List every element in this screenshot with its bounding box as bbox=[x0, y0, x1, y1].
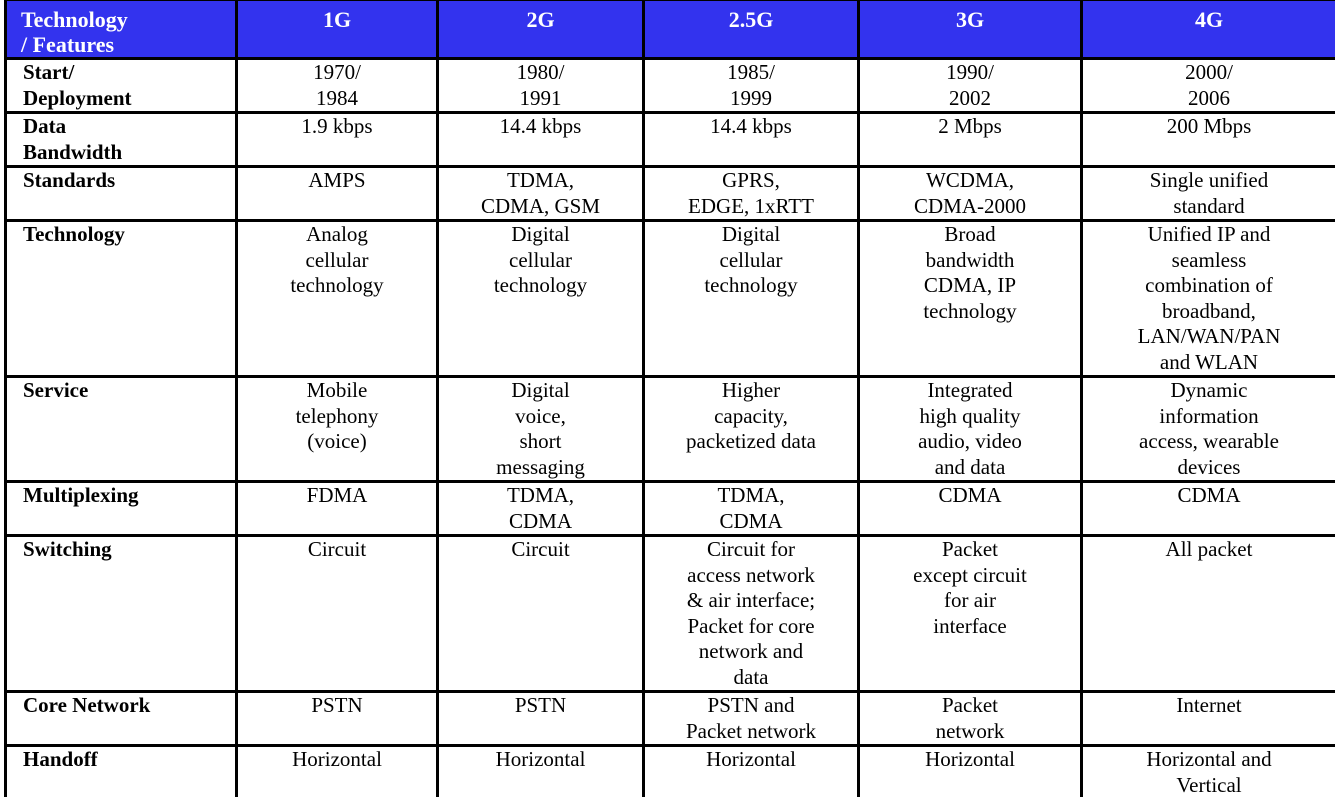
feature-label: Multiplexing bbox=[7, 483, 235, 534]
cell-4g: Unified IP and seamless combination of broadband, LAN/WAN/PAN and WLAN bbox=[1083, 222, 1335, 375]
header-2-5g: 2.5G bbox=[645, 1, 857, 57]
header-technology-features: Technology / Features bbox=[7, 1, 235, 57]
cell-4g: 2000/ 2006 bbox=[1083, 60, 1335, 111]
cell-2-5g: 14.4 kbps bbox=[645, 114, 857, 165]
cell-2g: TDMA, CDMA bbox=[439, 483, 642, 534]
cell-3g: Packet except circuit for air interface bbox=[860, 537, 1080, 690]
cell-2g: 1980/ 1991 bbox=[439, 60, 642, 111]
cell-2-5g: Higher capacity, packetized data bbox=[645, 378, 857, 480]
row-standards bbox=[7, 168, 1335, 219]
cell-4g: Horizontal and Vertical bbox=[1083, 747, 1335, 797]
cell-4g: All packet bbox=[1083, 537, 1335, 690]
cell-2g: 14.4 kbps bbox=[439, 114, 642, 165]
cell-2g: Horizontal bbox=[439, 747, 642, 797]
cell-3g: CDMA bbox=[860, 483, 1080, 534]
cell-3g: Horizontal bbox=[860, 747, 1080, 797]
generations-comparison-table bbox=[4, 0, 1335, 797]
cell-4g: CDMA bbox=[1083, 483, 1335, 534]
cell-2g: Digital voice, short messaging bbox=[439, 378, 642, 480]
cell-1g: 1970/ 1984 bbox=[238, 60, 436, 111]
cell-3g: WCDMA, CDMA-2000 bbox=[860, 168, 1080, 219]
header-4g: 4G bbox=[1083, 1, 1335, 57]
row-handoff bbox=[7, 747, 1335, 797]
row-technology bbox=[7, 222, 1335, 375]
cell-1g: PSTN bbox=[238, 693, 436, 744]
cell-2-5g: TDMA, CDMA bbox=[645, 483, 857, 534]
header-2g: 2G bbox=[439, 1, 642, 57]
header-3g: 3G bbox=[860, 1, 1080, 57]
cell-4g: Internet bbox=[1083, 693, 1335, 744]
feature-label: Start/ Deployment bbox=[7, 60, 235, 111]
row-data-bandwidth bbox=[7, 114, 1335, 165]
cell-1g: 1.9 kbps bbox=[238, 114, 436, 165]
cell-2-5g: GPRS, EDGE, 1xRTT bbox=[645, 168, 857, 219]
cell-2-5g: PSTN and Packet network bbox=[645, 693, 857, 744]
cell-3g: Integrated high quality audio, video and data bbox=[860, 378, 1080, 480]
feature-label: Switching bbox=[7, 537, 235, 690]
feature-label: Handoff bbox=[7, 747, 235, 797]
cell-3g: 1990/ 2002 bbox=[860, 60, 1080, 111]
cell-2g: Circuit bbox=[439, 537, 642, 690]
cell-1g: Horizontal bbox=[238, 747, 436, 797]
cell-2-5g: 1985/ 1999 bbox=[645, 60, 857, 111]
cell-1g: Circuit bbox=[238, 537, 436, 690]
cell-3g: Packet network bbox=[860, 693, 1080, 744]
cell-1g: Mobile telephony (voice) bbox=[238, 378, 436, 480]
cell-1g: FDMA bbox=[238, 483, 436, 534]
cell-4g: Dynamic information access, wearable devices bbox=[1083, 378, 1335, 480]
cell-4g: Single unified standard bbox=[1083, 168, 1335, 219]
row-switching bbox=[7, 537, 1335, 690]
cell-3g: Broad bandwidth CDMA, IP technology bbox=[860, 222, 1080, 375]
feature-label: Core Network bbox=[7, 693, 235, 744]
comparison-table-container bbox=[4, 0, 1335, 797]
cell-1g: AMPS bbox=[238, 168, 436, 219]
cell-2g: TDMA, CDMA, GSM bbox=[439, 168, 642, 219]
cell-2-5g: Horizontal bbox=[645, 747, 857, 797]
cell-2g: PSTN bbox=[439, 693, 642, 744]
row-start-deployment bbox=[7, 60, 1335, 111]
cell-2-5g: Circuit for access network & air interface; Packet for core network and data bbox=[645, 537, 857, 690]
header-row bbox=[7, 1, 1335, 57]
cell-2-5g: Digital cellular technology bbox=[645, 222, 857, 375]
row-service bbox=[7, 378, 1335, 480]
feature-label: Technology bbox=[7, 222, 235, 375]
feature-label: Service bbox=[7, 378, 235, 480]
cell-4g: 200 Mbps bbox=[1083, 114, 1335, 165]
cell-1g: Analog cellular technology bbox=[238, 222, 436, 375]
header-1g: 1G bbox=[238, 1, 436, 57]
row-multiplexing bbox=[7, 483, 1335, 534]
cell-3g: 2 Mbps bbox=[860, 114, 1080, 165]
feature-label: Data Bandwidth bbox=[7, 114, 235, 165]
row-core-network bbox=[7, 693, 1335, 744]
feature-label: Standards bbox=[7, 168, 235, 219]
cell-2g: Digital cellular technology bbox=[439, 222, 642, 375]
